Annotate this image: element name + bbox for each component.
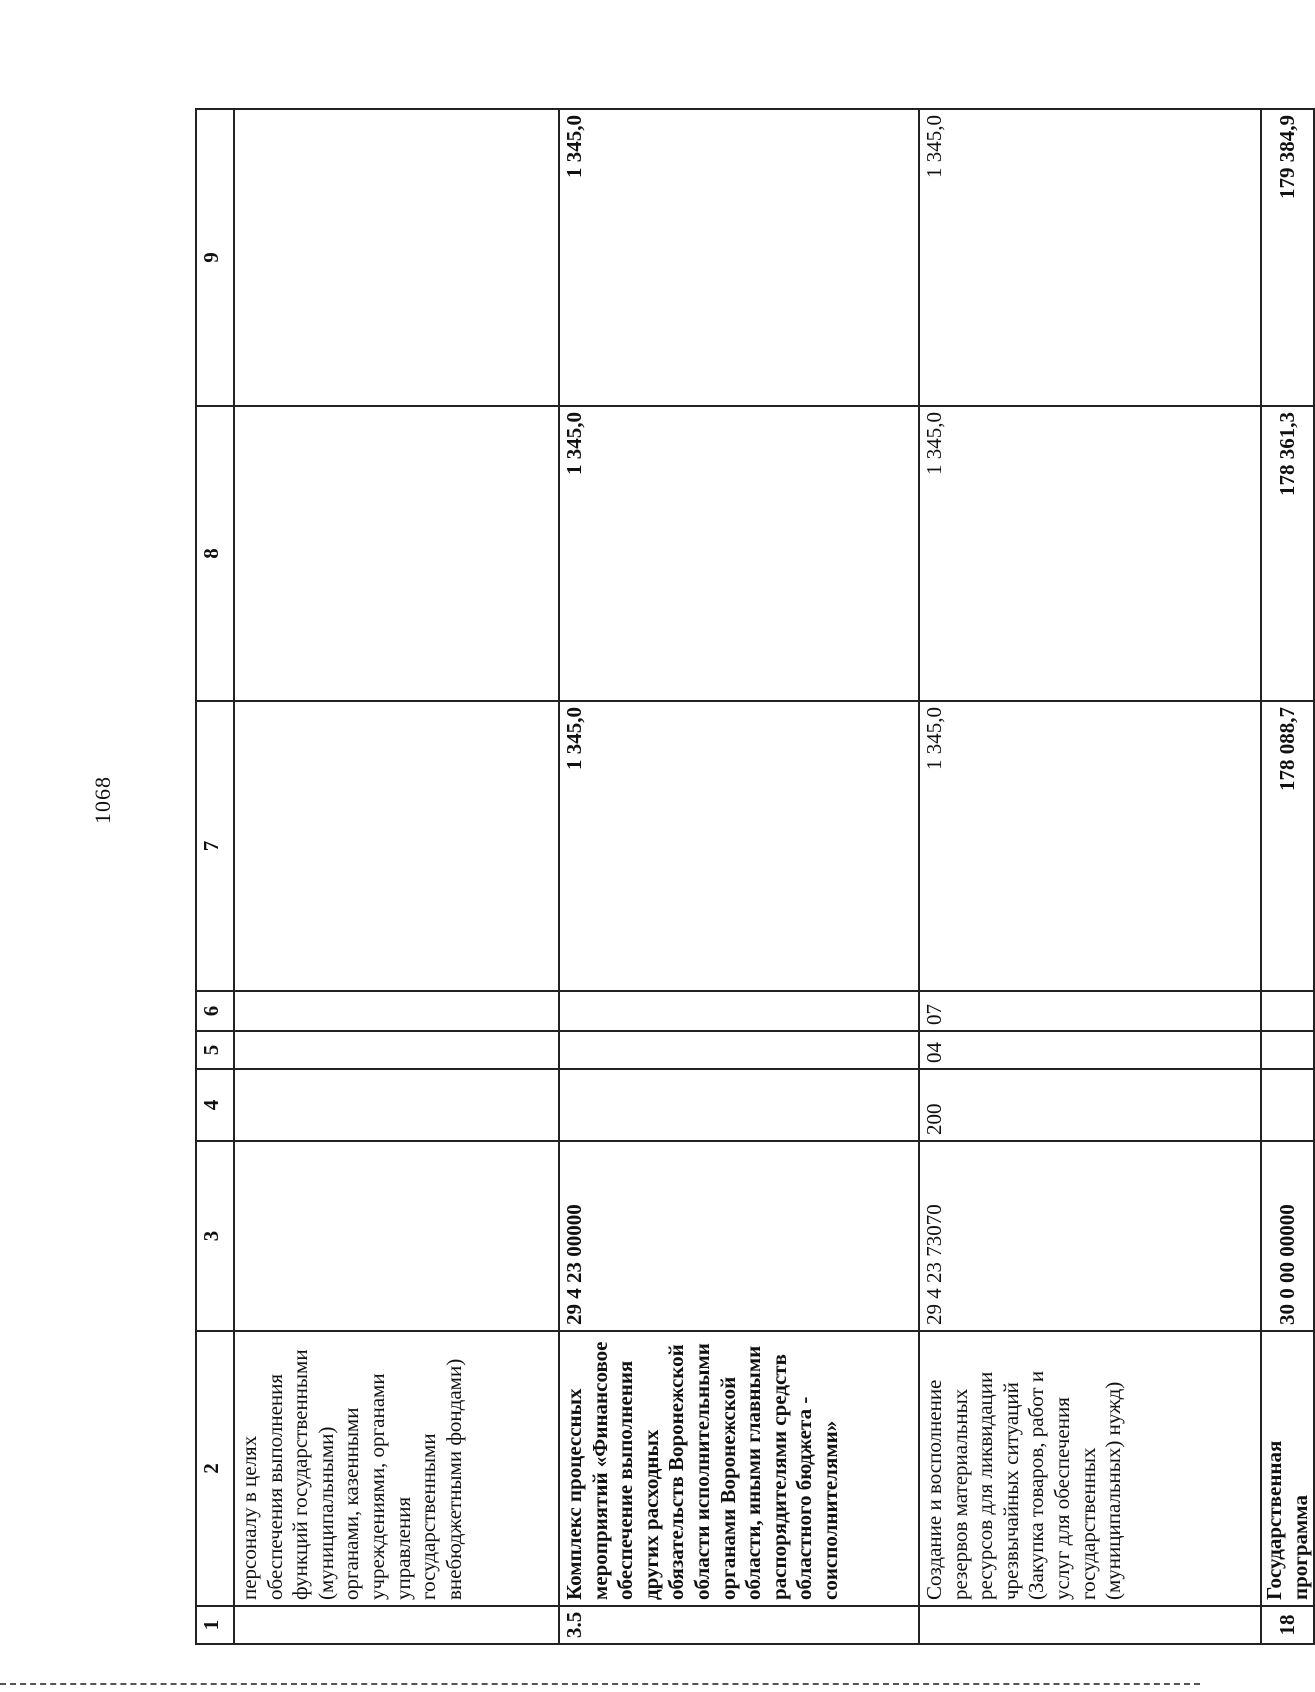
row-c9: 1 345,0 bbox=[559, 109, 919, 406]
col-header-9: 9 bbox=[196, 109, 234, 406]
row-name: Государственная программа bbox=[1261, 1331, 1314, 1606]
col-header-4: 4 bbox=[196, 1069, 234, 1141]
budget-table-rotated bbox=[195, 110, 1312, 1645]
row-code: 29 4 23 00000 bbox=[559, 1141, 919, 1331]
header-row bbox=[196, 109, 234, 1644]
row-c4 bbox=[234, 1069, 559, 1141]
row-c5 bbox=[559, 1031, 919, 1069]
row-name: Создание и восполнение резервов материальных ресурсов для ликвидации чрезвычайных ситуаций (Закупка товаров, работ и услуг для обеспечения государственных (муниципальных) нужд) bbox=[919, 1331, 1261, 1606]
row-number bbox=[234, 1606, 559, 1644]
col-header-2: 2 bbox=[196, 1331, 234, 1606]
row-number: 18 bbox=[1261, 1606, 1314, 1644]
row-code: 29 4 23 73070 bbox=[919, 1141, 1261, 1331]
row-c8: 178 361,3 bbox=[1261, 406, 1314, 701]
row-name: Комплекс процессных мероприятий «Финансовое обеспечение выполнения других расходных обязательств Воронежской области исполнительными органами Воронежской области, иными главными распорядителями средств областного бюджета - соисполнителями» bbox=[559, 1331, 919, 1606]
page-number: 1068 bbox=[90, 776, 115, 824]
col-header-7: 7 bbox=[196, 701, 234, 991]
row-name: персоналу в целях обеспечения выполнения функций государственными (муниципальными) органами, казенными учреждениями, органами управления государственными внебюджетными фондами) bbox=[234, 1331, 559, 1606]
row-c8: 1 345,0 bbox=[919, 406, 1261, 701]
col-header-3: 3 bbox=[196, 1141, 234, 1331]
row-c9: 179 384,9 bbox=[1261, 109, 1314, 406]
budget-table bbox=[195, 108, 1315, 1645]
row-c8: 1 345,0 bbox=[559, 406, 919, 701]
row-c4 bbox=[1261, 1069, 1314, 1141]
table-row bbox=[1261, 109, 1314, 1644]
row-c9 bbox=[234, 109, 559, 406]
row-c6: 07 bbox=[919, 991, 1261, 1031]
row-c4: 200 bbox=[919, 1069, 1261, 1141]
row-c7: 178 088,7 bbox=[1261, 701, 1314, 991]
row-number: 3.5 bbox=[559, 1606, 919, 1644]
table-row bbox=[919, 109, 1261, 1644]
row-code bbox=[234, 1141, 559, 1331]
row-c6 bbox=[559, 991, 919, 1031]
row-c4 bbox=[559, 1069, 919, 1141]
row-c7: 1 345,0 bbox=[919, 701, 1261, 991]
col-header-5: 5 bbox=[196, 1031, 234, 1069]
row-c7 bbox=[234, 701, 559, 991]
scan-edge-line bbox=[0, 1683, 1200, 1685]
row-c7: 1 345,0 bbox=[559, 701, 919, 991]
row-c6 bbox=[1261, 991, 1314, 1031]
row-c5 bbox=[1261, 1031, 1314, 1069]
col-header-6: 6 bbox=[196, 991, 234, 1031]
table-row bbox=[234, 109, 559, 1644]
row-c5: 04 bbox=[919, 1031, 1261, 1069]
row-c5 bbox=[234, 1031, 559, 1069]
col-header-1: 1 bbox=[196, 1606, 234, 1644]
col-header-8: 8 bbox=[196, 406, 234, 701]
row-number bbox=[919, 1606, 1261, 1644]
row-c6 bbox=[234, 991, 559, 1031]
row-c8 bbox=[234, 406, 559, 701]
row-c9: 1 345,0 bbox=[919, 109, 1261, 406]
table-row bbox=[559, 109, 919, 1644]
row-code: 30 0 00 00000 bbox=[1261, 1141, 1314, 1331]
